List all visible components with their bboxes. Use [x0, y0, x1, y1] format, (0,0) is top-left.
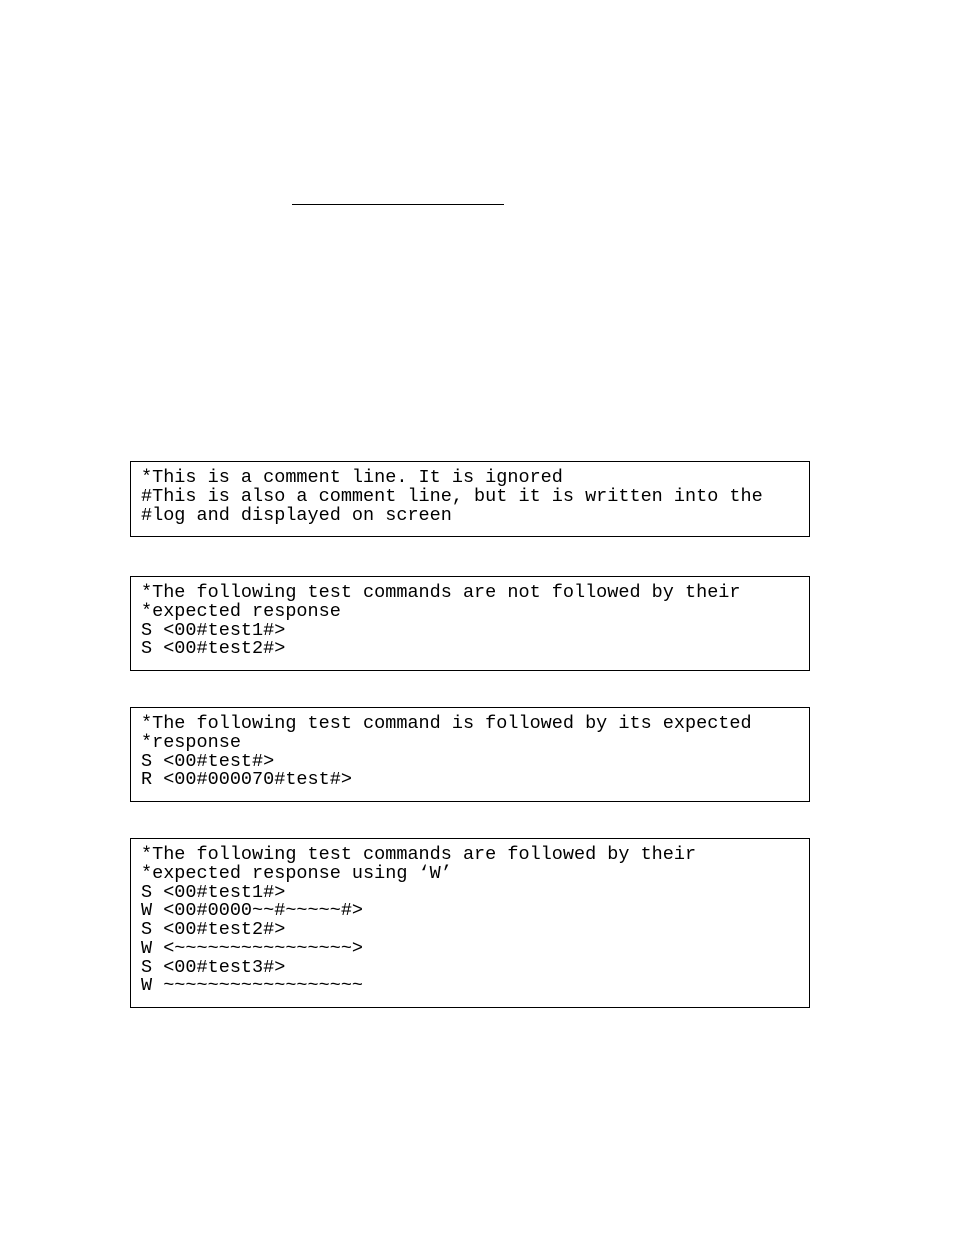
- code-line: *The following test commands are followed by their: [141, 844, 697, 865]
- code-block-commands-with-w-response: [130, 838, 810, 1008]
- code-line: #This is also a comment line, but it is written into the: [141, 485, 763, 507]
- code-line: R <00#000070#test#>: [141, 769, 352, 791]
- code-line: *The following test commands are not followed by their: [141, 582, 741, 603]
- code-line: *The following test command is followed by its expected: [141, 713, 752, 734]
- code-line: S <00#test3#>: [141, 956, 286, 978]
- title-underline-rule: [292, 204, 504, 205]
- code-line: *response: [141, 731, 241, 753]
- code-block-commands-no-response: [130, 576, 810, 671]
- code-line: W <~~~~~~~~~~~~~~~~>: [141, 937, 364, 959]
- code-line: #log and displayed on screen: [141, 504, 452, 526]
- code-line: W <00#0000~~#~~~~~#>: [141, 900, 364, 922]
- code-line: *expected response: [141, 600, 341, 622]
- code-line: S <00#test1#>: [141, 881, 286, 903]
- code-line: S <00#test1#>: [141, 619, 286, 641]
- code-block-comments: [130, 461, 810, 537]
- code-line: S <00#test#>: [141, 750, 275, 772]
- code-line: W ~~~~~~~~~~~~~~~~~~: [141, 975, 364, 997]
- code-line: S <00#test2#>: [141, 638, 286, 660]
- code-line: *This is a comment line. It is ignored: [141, 467, 563, 488]
- code-line: *expected response using ‘W’: [141, 862, 452, 884]
- code-line: S <00#test2#>: [141, 919, 286, 940]
- code-block-command-with-response: [130, 707, 810, 802]
